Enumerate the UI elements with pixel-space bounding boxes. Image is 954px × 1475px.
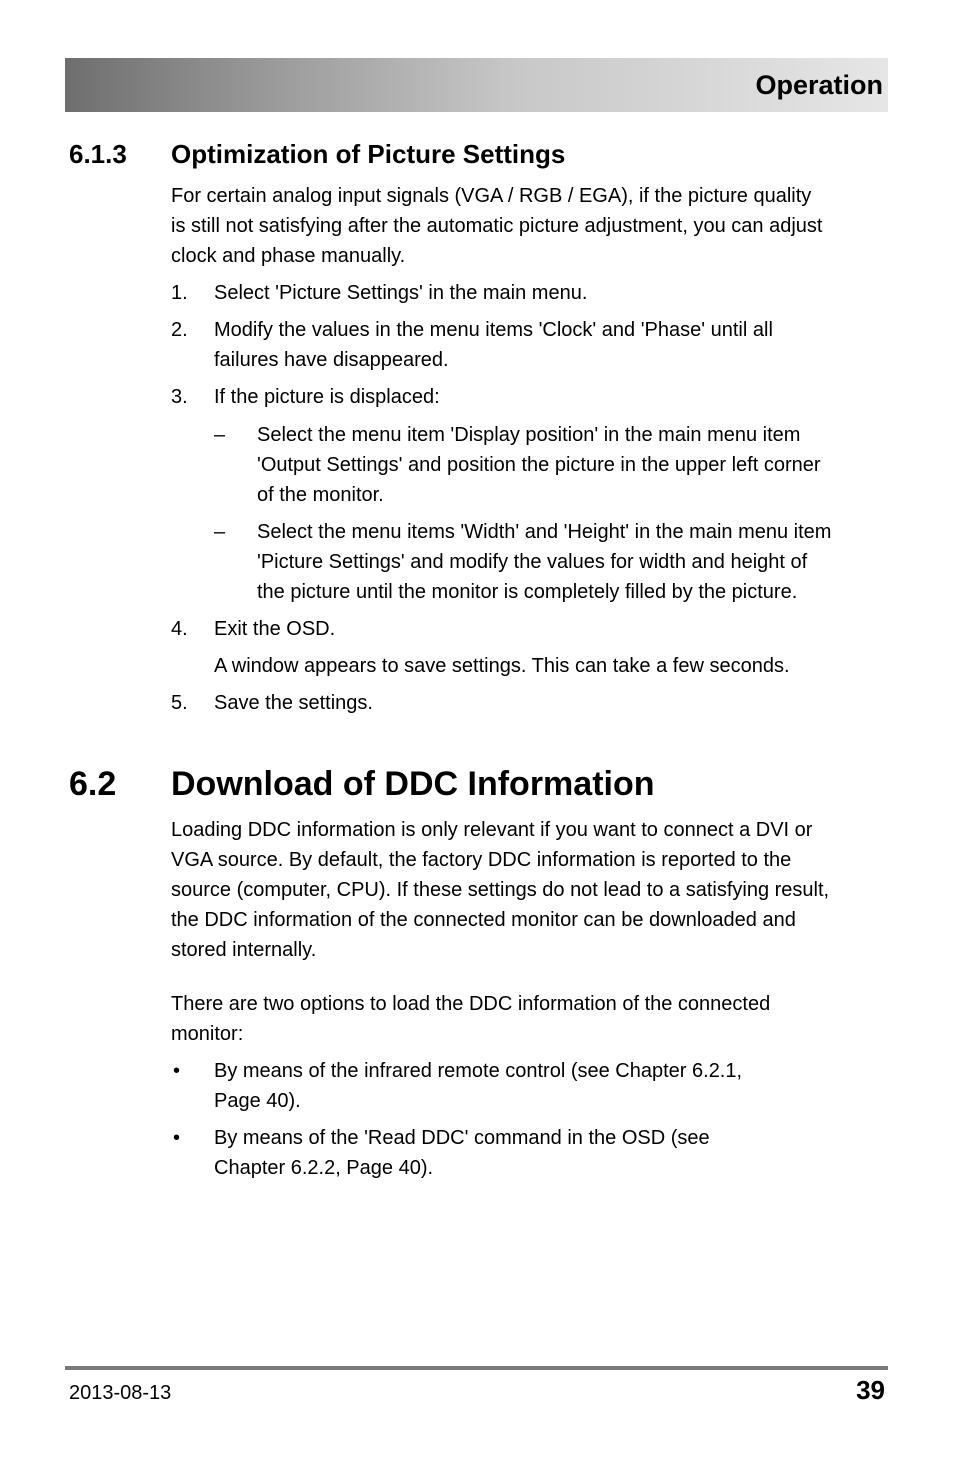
- text-line: the DDC information of the connected monitor can be downloaded and: [171, 909, 796, 931]
- text-line: By means of the infrared remote control (see Chapter 6.2.1,: [214, 1060, 743, 1082]
- list-marker: 1.: [171, 282, 188, 304]
- dash-marker: –: [214, 521, 226, 543]
- section-heading-6-2: [69, 764, 655, 804]
- section-title: Optimization of Picture Settings: [171, 139, 566, 169]
- list-marker: 4.: [171, 618, 188, 640]
- bullet-marker: •: [173, 1127, 181, 1149]
- section-title: Download of DDC Information: [171, 765, 655, 803]
- list-marker: 3.: [171, 386, 188, 408]
- chapter-title: Operation: [755, 70, 883, 100]
- text-line: monitor:: [171, 1023, 244, 1045]
- step-note: A window appears to save settings. This can take a few seconds.: [214, 655, 790, 677]
- text-line: Loading DDC information is only relevant if you want to connect a DVI or: [171, 819, 813, 841]
- text-line: For certain analog input signals (VGA / RGB / EGA), if the picture quality: [171, 185, 812, 207]
- text-line: Select the menu items 'Width' and 'Height' in the main menu item: [257, 521, 832, 543]
- text-line: Save the settings.: [214, 692, 373, 714]
- text-line: Page 40).: [214, 1090, 301, 1112]
- text-line: By means of the 'Read DDC' command in the OSD (see: [214, 1127, 710, 1149]
- text-line: If the picture is displaced:: [214, 386, 440, 408]
- text-line: clock and phase manually.: [171, 245, 406, 267]
- text-line: of the monitor.: [257, 484, 384, 506]
- ddc-paragraph: [171, 815, 829, 965]
- section-number: 6.2: [69, 765, 117, 803]
- section-number: 6.1.3: [69, 139, 127, 169]
- text-line: Select 'Picture Settings' in the main menu.: [214, 282, 588, 304]
- header-bar: [65, 58, 888, 112]
- text-line: Exit the OSD.: [214, 618, 336, 640]
- list-marker: 5.: [171, 692, 188, 714]
- intro-paragraph: [171, 181, 822, 271]
- text-line: 'Output Settings' and position the picture in the upper left corner: [257, 454, 821, 476]
- text-line: Select the menu item 'Display position' in the main menu item: [257, 424, 801, 446]
- text-line: Chapter 6.2.2, Page 40).: [214, 1157, 434, 1179]
- section-heading-6-1-3: [69, 138, 565, 170]
- text-line: is still not satisfying after the automatic picture adjustment, you can adjust: [171, 215, 823, 237]
- text-line: 'Picture Settings' and modify the values for width and height of: [257, 551, 808, 573]
- text-line: source (computer, CPU). If these settings do not lead to a satisfying result,: [171, 879, 830, 901]
- text-line: VGA source. By default, the factory DDC information is reported to the: [171, 849, 792, 871]
- options-paragraph: [171, 989, 770, 1049]
- page-number: 39: [856, 1375, 885, 1405]
- list-marker: 2.: [171, 319, 188, 341]
- text-line: stored internally.: [171, 939, 317, 961]
- text-line: Modify the values in the menu items 'Clock' and 'Phase' until all: [214, 319, 773, 341]
- bullet-marker: •: [173, 1060, 181, 1082]
- footer-rule: [65, 1366, 888, 1370]
- footer-date: 2013-08-13: [69, 1382, 172, 1404]
- text-line: failures have disappeared.: [214, 349, 449, 371]
- text-line: the picture until the monitor is completely filled by the picture.: [257, 581, 798, 603]
- dash-marker: –: [214, 424, 226, 446]
- text-line: There are two options to load the DDC information of the connected: [171, 993, 771, 1015]
